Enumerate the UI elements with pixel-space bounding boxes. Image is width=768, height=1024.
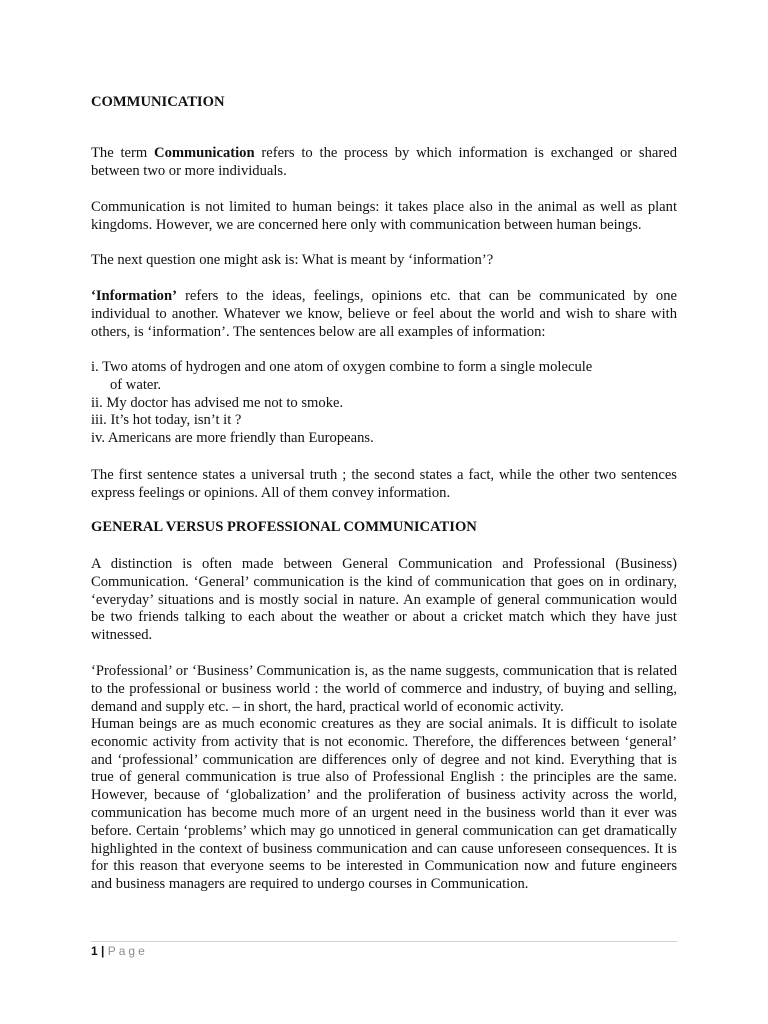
document-title: COMMUNICATION [91,94,225,110]
footer-divider [91,941,677,942]
list-item: iv. Americans are more friendly than Europeans. [91,430,374,447]
list-item [91,359,677,395]
paragraph-summary: The first sentence states a universal truth ; the second states a fact, while the other two sentences express feelings or opinions. All of them convey information. [91,467,677,501]
paragraph-definition-bold: Communication [154,145,255,161]
paragraph-question: The next question one might ask is: What is meant by ‘information’? [91,252,494,268]
paragraph-information [91,288,677,341]
paragraph-information-bold: ‘Information’ [91,288,177,304]
paragraph-definition-pre: The term [91,145,155,161]
page-footer [91,943,148,959]
list-item: iii. It’s hot today, isn’t it ? [91,412,242,429]
list-item-line: i. Two atoms of hydrogen and one atom of oxygen combine to form a single molecule [91,359,593,375]
page-number: 1 [91,944,98,958]
paragraph-definition-post: refers to the process by which information is exchanged or shared between two or more individuals. [91,145,678,179]
list-item: ii. My doctor has advised me not to smoke. [91,394,344,411]
paragraph-general: A distinction is often made between General Communication and Professional (Business) Communication. ‘General’ communication is the kind of communication that goes on in ordinary, ‘everyday’ situations and is mostly social in nature. An example of general communication would be two friends talking to each about the weather or about a cricket match which they have just witnessed. [91,556,677,644]
paragraph-definition [91,145,677,181]
paragraph-economic: Human beings are as much economic creatures as they are social animals. It is difficult to isolate economic activity from activity that is not economic. Therefore, the differences between ‘general’ and ‘professional’ communication are differences only of degree and not kind. Everything that is true of general communication is true also of Professional English : the principles are the same. However, because of ‘globalization’ and the proliferation of business activity across the world, communication has become much more of an urgent need in the business world than it ever was before. Certain ‘problems’ which may go unnoticed in general communication can get dramatically highlighted in the context of business communication and can cause unforeseen consequences. It is for this reason that everyone seems to be interested in Communication now and future engineers and business managers are required to undergo courses in Communication. [91,716,677,893]
section-heading: GENERAL VERSUS PROFESSIONAL COMMUNICATION [91,519,477,535]
list-item-continuation: of water. [110,376,162,393]
page-label: Page [107,944,148,958]
paragraph-information-post: refers to the ideas, feelings, opinions etc. that can be communicated by one individual to another. Whatever we know, believe or feel about the world and wish to share with others, is ‘information’. The sentences below are all examples of information: [91,288,677,340]
paragraph-professional: ‘Professional’ or ‘Business’ Communication is, as the name suggests, communication that is related to the professional or business world : the world of commerce and industry, of buying and selling, demand and supply etc. – in short, the hard, practical world of economic activity. [91,663,677,715]
footer-separator: | [101,944,105,958]
examples-list [91,359,677,448]
paragraph-scope: Communication is not limited to human beings: it takes place also in the animal as well as plant kingdoms. However, we are concerned here only with communication between human beings. [91,199,677,233]
